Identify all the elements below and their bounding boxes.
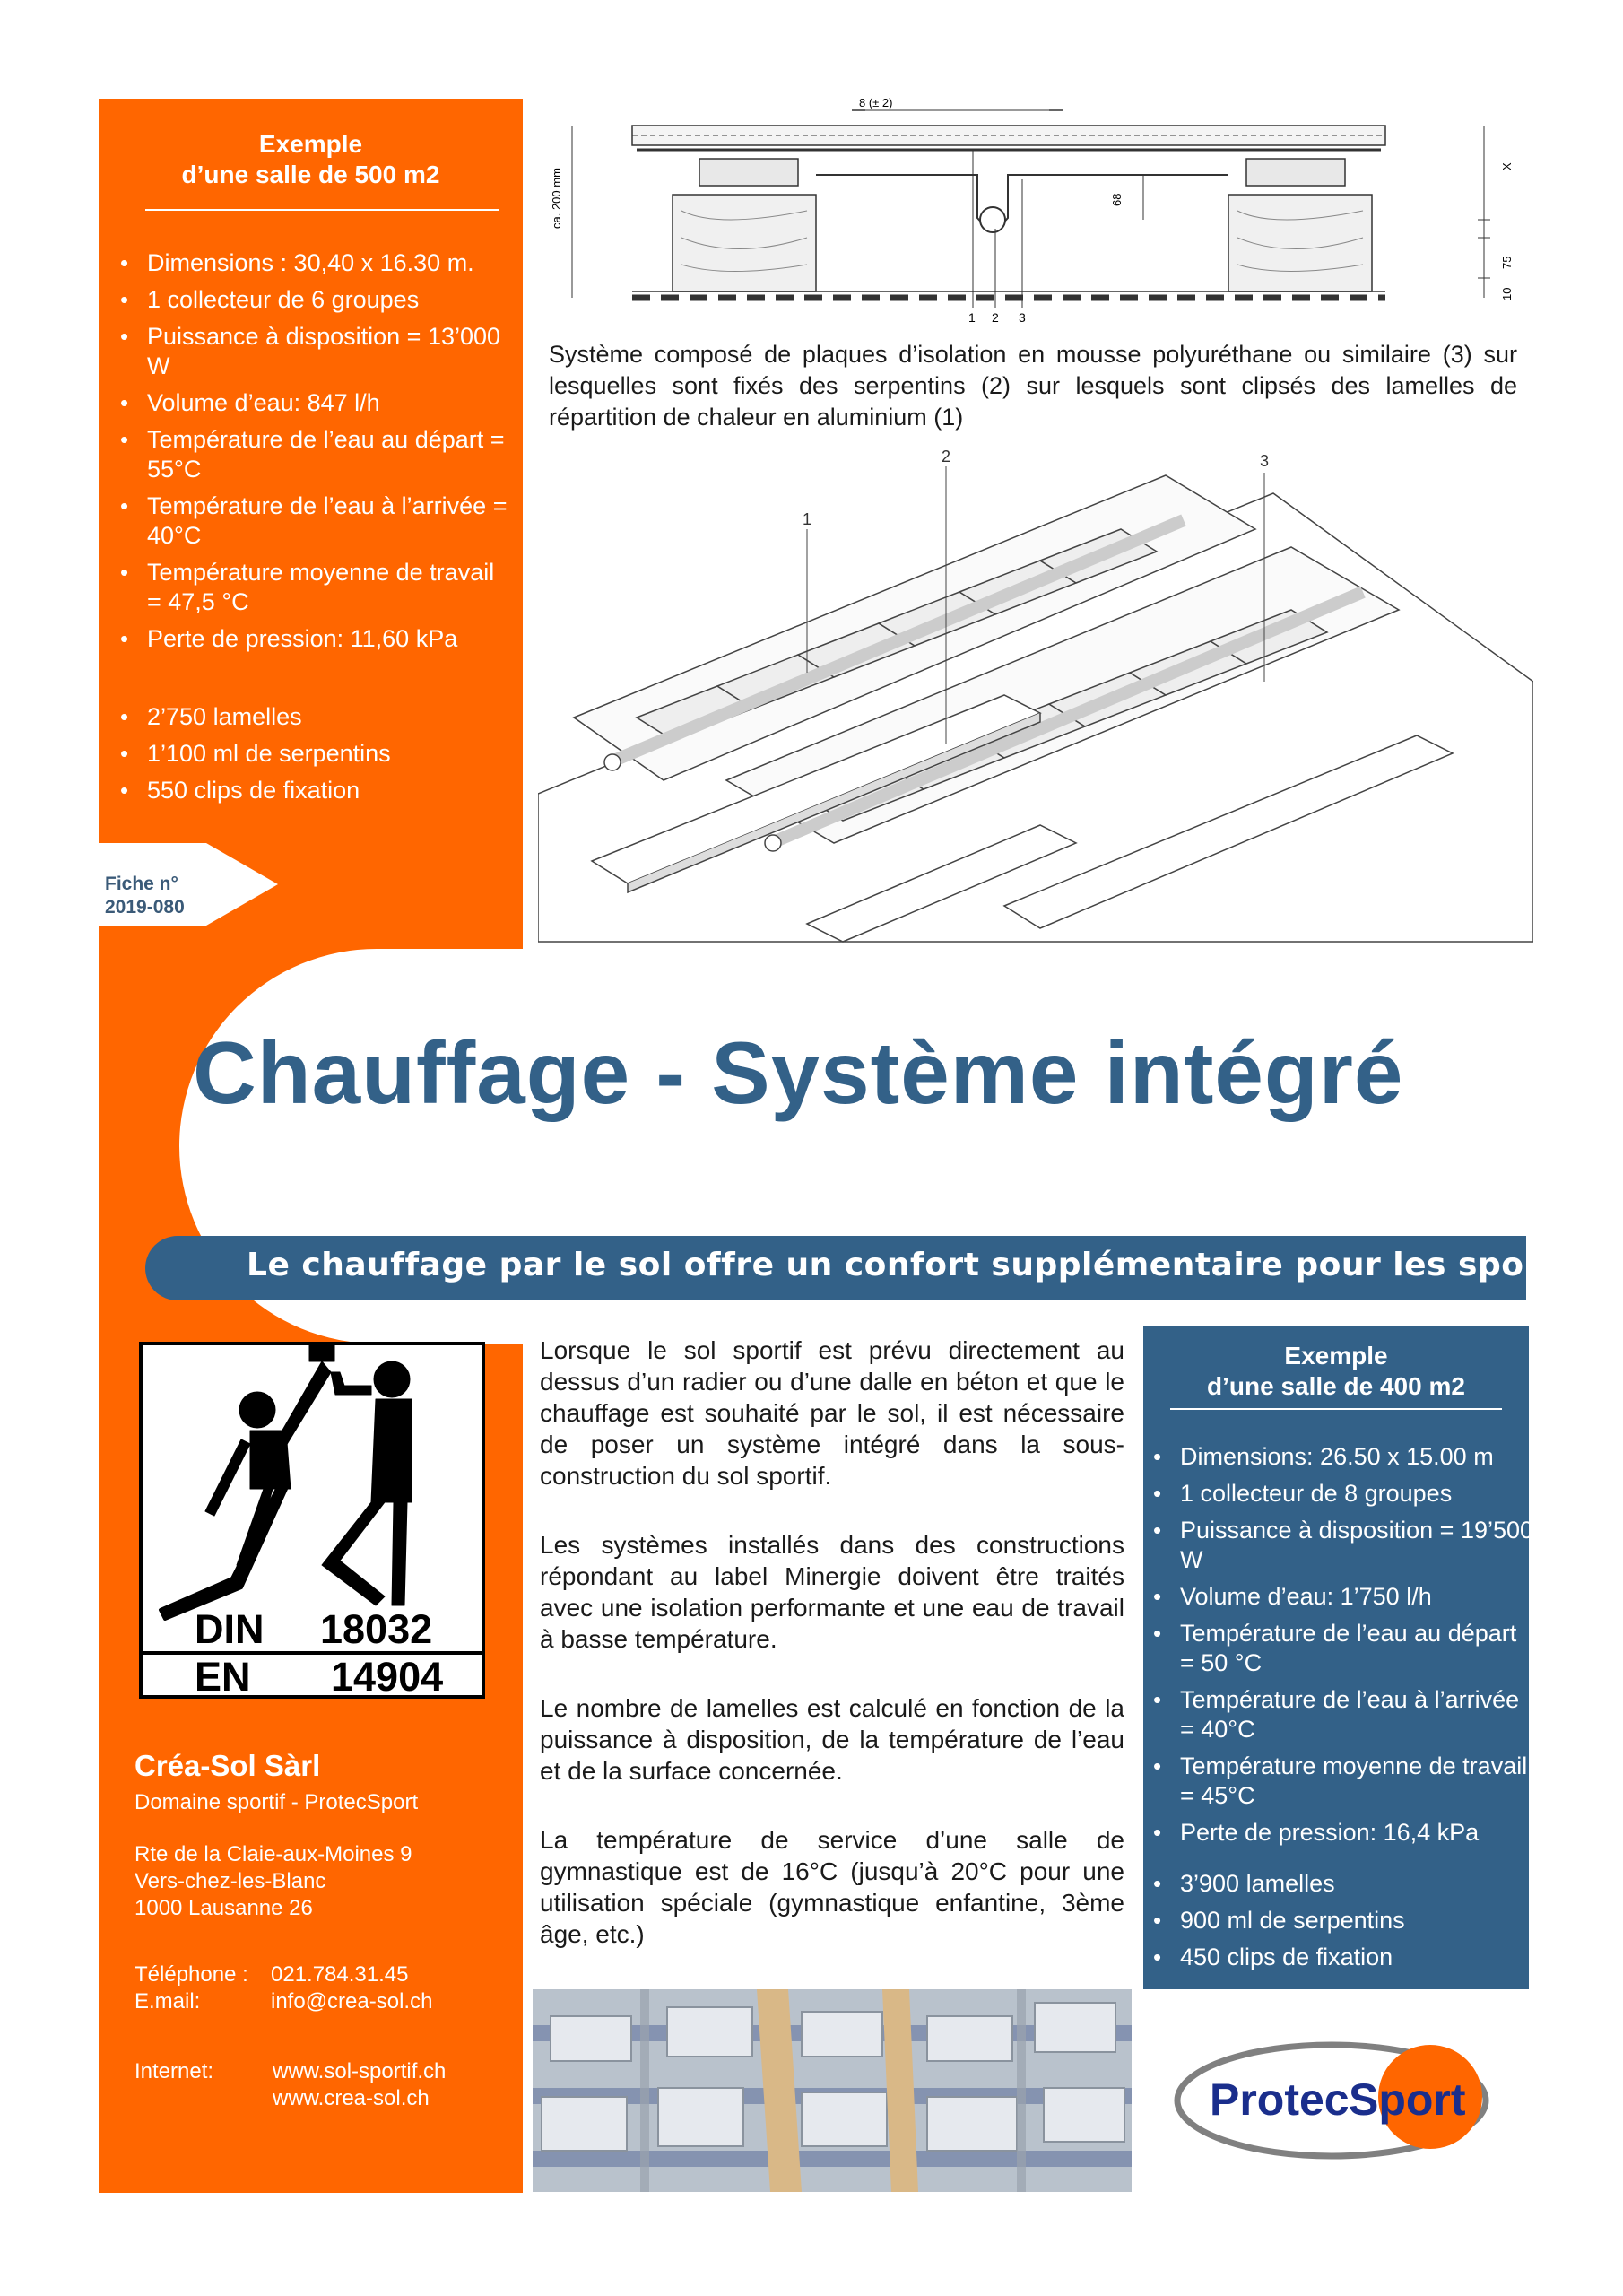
paragraph: La température de service d’une salle de gymnastique est de 16°C (jusqu’à 20°C pour une utilisation spéciale (gymnastique enfantine, 3ème âge, etc.) <box>540 1826 1124 1948</box>
company-address-line3: 1000 Lausanne 26 <box>135 1896 313 1920</box>
example-400-title-line1: Exemple <box>1284 1342 1388 1370</box>
fiche-label-text: Fiche n° <box>105 874 178 894</box>
fiche-label <box>105 873 185 919</box>
sidebar-title <box>99 129 523 190</box>
list-item: • Dimensions: 26.50 x 15.00 m <box>1132 1442 1535 1472</box>
list-item: • Perte de pression: 11,60 kPa <box>99 624 511 654</box>
internet-label: Internet: <box>135 2059 214 2083</box>
callout-label-3: 3 <box>1019 310 1026 325</box>
list-item: • 2’750 lamelles <box>99 702 511 732</box>
list-item: • 900 ml de serpentins <box>1132 1906 1535 1935</box>
paragraph: Lorsque le sol sportif est prévu directement au dessus d’un radier ou d’une dalle en béton et que le chauffage est souhaité par le sol, il est nécessaire de poser un système intégré dans la sous-construction du sol sportif. <box>540 1336 1124 1490</box>
fiche-number: 2019-080 <box>105 897 185 918</box>
example-400-materials-list <box>1132 1869 1535 1979</box>
body-text <box>540 1335 1124 1987</box>
callout-label-1: 1 <box>968 310 976 325</box>
company-address-line1: Rte de la Claie-aux-Moines 9 <box>135 1842 412 1866</box>
dim-top-label: 8 (± 2) <box>859 96 893 109</box>
example-400-title <box>1143 1341 1529 1402</box>
website-link-2[interactable]: www.crea-sol.ch <box>273 2086 430 2110</box>
logo-sport-text: Sport <box>1349 2074 1466 2125</box>
logo-protec-text: Protec <box>1210 2074 1350 2125</box>
phone-value: 021.784.31.45 <box>271 1962 409 1987</box>
dim-10-label: 10 <box>1500 287 1514 300</box>
din-number-text: 18032 <box>320 1606 433 1652</box>
email-value: info@crea-sol.ch <box>271 1989 433 2013</box>
list-item: • 3’900 lamelles <box>1132 1869 1535 1899</box>
list-item: • Perte de pression: 16,4 kPa <box>1132 1818 1535 1848</box>
sidebar-materials-list <box>99 702 511 813</box>
list-item: • 1 collecteur de 6 groupes <box>99 285 511 315</box>
isometric-floor-illustration <box>538 439 1533 951</box>
example-400-title-line2: d’une salle de 400 m2 <box>1207 1372 1465 1400</box>
dim-left-label: ca. 200 mm <box>550 168 563 229</box>
athletes-pictogram-icon <box>143 1345 482 1695</box>
en-text: EN <box>195 1654 251 1695</box>
dim-x-label: X <box>1500 162 1514 170</box>
list-item: • Puissance à disposition = 19’500 W <box>1132 1516 1535 1575</box>
paragraph: Les systèmes installés dans des constructions répondant au label Minergie doivent être traités avec une isolation performante et une eau de travail à basse température. <box>540 1531 1124 1653</box>
phone-label: Téléphone : <box>135 1962 248 1987</box>
list-item: • 1’100 ml de serpentins <box>99 739 511 769</box>
callout-label-2: 2 <box>992 310 999 325</box>
dim-75-label: 75 <box>1500 256 1514 269</box>
diagram-caption: Système composé de plaques d’isolation en mousse polyuréthane ou similaire (3) sur lesquelles sont fixés des serpentins (2) sur lesquels sont clipsés des lamelles de répartition de chaleur en aluminium (1) <box>549 341 1517 430</box>
protecsport-logo-mark <box>1170 2029 1493 2163</box>
page-title: Chauffage - Système intégré <box>193 1023 1404 1122</box>
list-item: • Température de l’eau à l’arrivée = 40°C <box>1132 1685 1535 1744</box>
cross-section-diagram <box>547 94 1538 336</box>
iso-label-1: 1 <box>803 510 812 528</box>
sidebar-title-line1: Exemple <box>258 130 363 158</box>
list-item: • Volume d’eau: 1’750 l/h <box>1132 1582 1535 1612</box>
iso-label-3: 3 <box>1260 452 1270 470</box>
paragraph: Le nombre de lamelles est calculé en fonction de la puissance à disposition, de la température de l’eau et de la surface concernée. <box>540 1694 1124 1785</box>
installation-photo <box>533 1989 1132 2192</box>
list-item: • Température de l’eau à l’arrivée = 40°C <box>99 491 511 551</box>
list-item: • 1 collecteur de 8 groupes <box>1132 1479 1535 1509</box>
din-en-logo <box>139 1342 485 1699</box>
list-item: • 450 clips de fixation <box>1132 1943 1535 1972</box>
list-item: • Volume d’eau: 847 l/h <box>99 388 511 418</box>
list-item: • Température moyenne de travail = 45°C <box>1132 1752 1535 1811</box>
installation-photo-image <box>533 1989 1132 2192</box>
list-item: • Température de l’eau au départ = 55°C <box>99 425 511 484</box>
din-text: DIN <box>195 1606 265 1652</box>
protecsport-logo <box>1170 2029 1493 2163</box>
example-400-facts-list <box>1132 1442 1535 1855</box>
iso-label-2: 2 <box>942 448 951 465</box>
sidebar-title-line2: d’une salle de 500 m2 <box>181 161 440 188</box>
company-address-line2: Vers-chez-les-Blanc <box>135 1869 326 1893</box>
en-number-text: 14904 <box>331 1654 444 1695</box>
list-item: • Puissance à disposition = 13’000 W <box>99 322 511 381</box>
list-item: • Dimensions : 30,40 x 16.30 m. <box>99 248 511 278</box>
dim-68-label: 68 <box>1110 193 1124 206</box>
sidebar-divider <box>145 209 499 211</box>
subtitle-banner-text: Le chauffage par le sol offre un confort supplémentaire pour les sportifs <box>247 1247 1602 1283</box>
example-400-divider <box>1170 1408 1502 1410</box>
email-label: E.mail: <box>135 1989 201 2013</box>
company-domain: Domaine sportif - ProtecSport <box>135 1790 419 1814</box>
sidebar-facts-list <box>99 248 511 661</box>
list-item: • 550 clips de fixation <box>99 776 511 805</box>
list-item: • Température de l’eau au départ = 50 °C <box>1132 1619 1535 1678</box>
list-item: • Température moyenne de travail = 47,5 °C <box>99 558 511 617</box>
company-name: Créa-Sol Sàrl <box>135 1749 321 1782</box>
website-link-1[interactable]: www.sol-sportif.ch <box>273 2059 447 2083</box>
